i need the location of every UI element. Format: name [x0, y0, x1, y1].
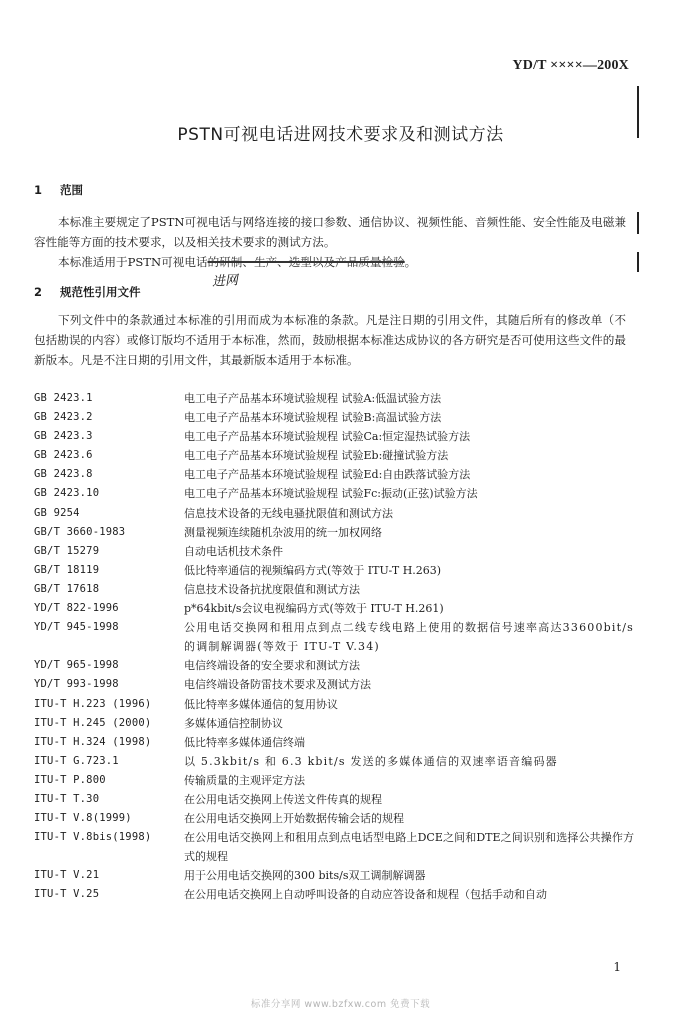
reference-row: [34, 752, 634, 771]
reference-title: p*64kbit/s会议电视编码方式(等效于 ITU-T H.261): [184, 602, 444, 616]
page-number: 1: [613, 960, 621, 974]
reference-row: [34, 523, 634, 542]
reference-title: 信息技术设备抗扰度限值和测试方法: [184, 582, 360, 596]
applicability-end: 。: [404, 255, 417, 269]
reference-title: 传输质量的主观评定方法: [184, 773, 305, 787]
document-code: YD/T ××××—200X: [512, 58, 629, 73]
reference-code: GB 2423.10: [34, 487, 100, 500]
reference-row: [34, 733, 634, 752]
references-intro: 下列文件中的条款通过本标准的引用而成为本标准的条款。凡是注日期的引用文件，其随后所有的修改单（不包括勘误的内容）或修订版均不适用于本标准，然而，鼓励根据本标准达成协议的各方研究是否可使用这些文件的最新版本。凡是不注日期的引用文件，其最新版本适用于本标准。: [34, 313, 626, 367]
reference-code: ITU-T H.245 (2000): [34, 716, 152, 729]
reference-title: 用于公用电话交换网的300 bits/s双工调制解调器: [184, 869, 426, 883]
reference-title: 信息技术设备的无线电骚扰限值和测试方法: [184, 506, 393, 520]
reference-row: [34, 446, 634, 465]
section-title: 范围: [60, 183, 83, 197]
reference-title: 在公用电话交换网上和租用点到点电话型电路上DCE之间和DTE之间识别和选择公共操作方式的规程: [184, 831, 634, 864]
reference-title: 电工电子产品基本环境试验规程 试验A:低温试验方法: [184, 392, 442, 405]
reference-row: [34, 675, 634, 694]
reference-title: 以 5.3kbit/s 和 6.3 kbit/s 发送的多媒体通信的双速率语音编码器: [184, 754, 558, 768]
reference-title: 电工电子产品基本环境试验规程 试验Fc:振动(正弦)试验方法: [184, 487, 478, 501]
reference-code: GB 2423.6: [34, 449, 93, 462]
reference-row: [34, 695, 634, 714]
reference-title: 测量视频连续随机杂波用的统一加权网络: [184, 525, 382, 539]
reference-title: 电信终端设备的安全要求和测试方法: [184, 659, 360, 673]
reference-code: YD/T 965-1998: [34, 659, 119, 672]
reference-code: GB 2423.2: [34, 411, 93, 424]
reference-title: 低比特率多媒体通信终端: [184, 735, 305, 749]
applicability-text: 本标准适用于PSTN可视电话: [58, 255, 208, 269]
reference-row: [34, 465, 634, 484]
reference-code: ITU-T V.21: [34, 869, 100, 882]
reference-row: [34, 790, 634, 809]
reference-code: ITU-T G.723.1: [34, 754, 119, 767]
reference-row: [34, 542, 634, 561]
reference-row: [34, 714, 634, 733]
reference-code: ITU-T V.8(1999): [34, 812, 132, 825]
revision-bar: [637, 252, 639, 272]
reference-row: [34, 599, 634, 618]
reference-code: YD/T 993-1998: [34, 678, 119, 691]
reference-row: [34, 866, 634, 885]
reference-title: 多媒体通信控制协议: [184, 716, 283, 730]
reference-row: [34, 484, 634, 503]
reference-title: 低比特率多媒体通信的复用协议: [184, 697, 338, 711]
reference-title: 在公用电话交换网上开始数据传输会话的规程: [184, 812, 404, 826]
reference-code: GB/T 15279: [34, 544, 100, 557]
reference-code: GB 2423.1: [34, 392, 93, 404]
reference-code: ITU-T V.25: [34, 888, 100, 901]
reference-code: GB 2423.3: [34, 430, 93, 443]
reference-code: ITU-T H.223 (1996): [34, 697, 152, 710]
reference-title: 电工电子产品基本环境试验规程 试验Eb:碰撞试验方法: [184, 449, 449, 463]
reference-code: ITU-T V.8bis(1998): [34, 831, 152, 844]
scope-paragraph: 本标准主要规定了PSTN可视电话与网络连接的接口参数、通信协议、视频性能、音频性能、安全性能及电磁兼容性能等方面的技术要求，以及相关技术要求的测试方法。: [34, 215, 626, 249]
section-number: 1: [34, 183, 43, 197]
reference-title: 电工电子产品基本环境试验规程 试验Ed:自由跌落试验方法: [184, 468, 471, 482]
reference-row: [34, 580, 634, 599]
reference-code: GB/T 18119: [34, 563, 100, 576]
reference-row: [34, 809, 634, 828]
reference-title: 电工电子产品基本环境试验规程 试验Ca:恒定湿热试验方法: [184, 430, 471, 444]
section-number: 2: [34, 285, 43, 299]
reference-title: 自动电话机技术条件: [184, 544, 283, 558]
reference-code: GB 2423.8: [34, 468, 93, 481]
section-heading: [34, 284, 141, 300]
reference-row: [34, 656, 634, 675]
reference-title: 在公用电话交换网上传送文件传真的规程: [184, 792, 382, 806]
reference-code: GB/T 3660-1983: [34, 525, 126, 538]
reference-title: 低比特率通信的视频编码方式(等效于 ITU-T H.263): [184, 563, 442, 577]
document-title: PSTN可视电话进网技术要求及和测试方法: [177, 125, 504, 145]
reference-code: ITU-T T.30: [34, 792, 100, 805]
handwritten-annotation: 进网: [211, 273, 239, 290]
reference-code: YD/T 822-1996: [34, 602, 119, 615]
reference-row: [34, 408, 634, 427]
section-title: 规范性引用文件: [60, 285, 141, 299]
reference-code: GB/T 17618: [34, 582, 100, 595]
reference-title: 电工电子产品基本环境试验规程 试验B:高温试验方法: [184, 411, 442, 425]
revision-bar: [637, 212, 639, 234]
reference-row: [34, 885, 634, 904]
reference-row: [34, 828, 634, 866]
reference-row: [34, 771, 634, 790]
reference-row: [34, 389, 634, 408]
reference-code: YD/T 945-1998: [34, 621, 119, 634]
watermark-footer: 标准分享网 www.bzfxw.com 免费下载: [250, 999, 431, 1010]
reference-title: 公用电话交换网和租用点到点二线专线电路上使用的数据信号速率高达33600bit/s的调制解调器(等效于 ITU-T V.34): [184, 621, 634, 654]
reference-row: [34, 427, 634, 446]
struck-text: 的研制、生产、选型以及产品质量检验: [207, 255, 405, 269]
scope-applicability: [34, 252, 417, 290]
reference-code: GB 9254: [34, 506, 80, 519]
reference-title: 电信终端设备防雷技术要求及测试方法: [184, 678, 371, 692]
section-heading: [34, 182, 83, 198]
reference-row: [34, 504, 634, 523]
reference-list: [34, 389, 634, 905]
reference-title: 在公用电话交换网上自动呼叫设备的自动应答设备和规程（包括手动和自动: [184, 888, 547, 902]
reference-code: ITU-T P.800: [34, 773, 106, 786]
reference-code: ITU-T H.324 (1998): [34, 735, 152, 748]
reference-row: [34, 618, 634, 656]
reference-row: [34, 561, 634, 580]
